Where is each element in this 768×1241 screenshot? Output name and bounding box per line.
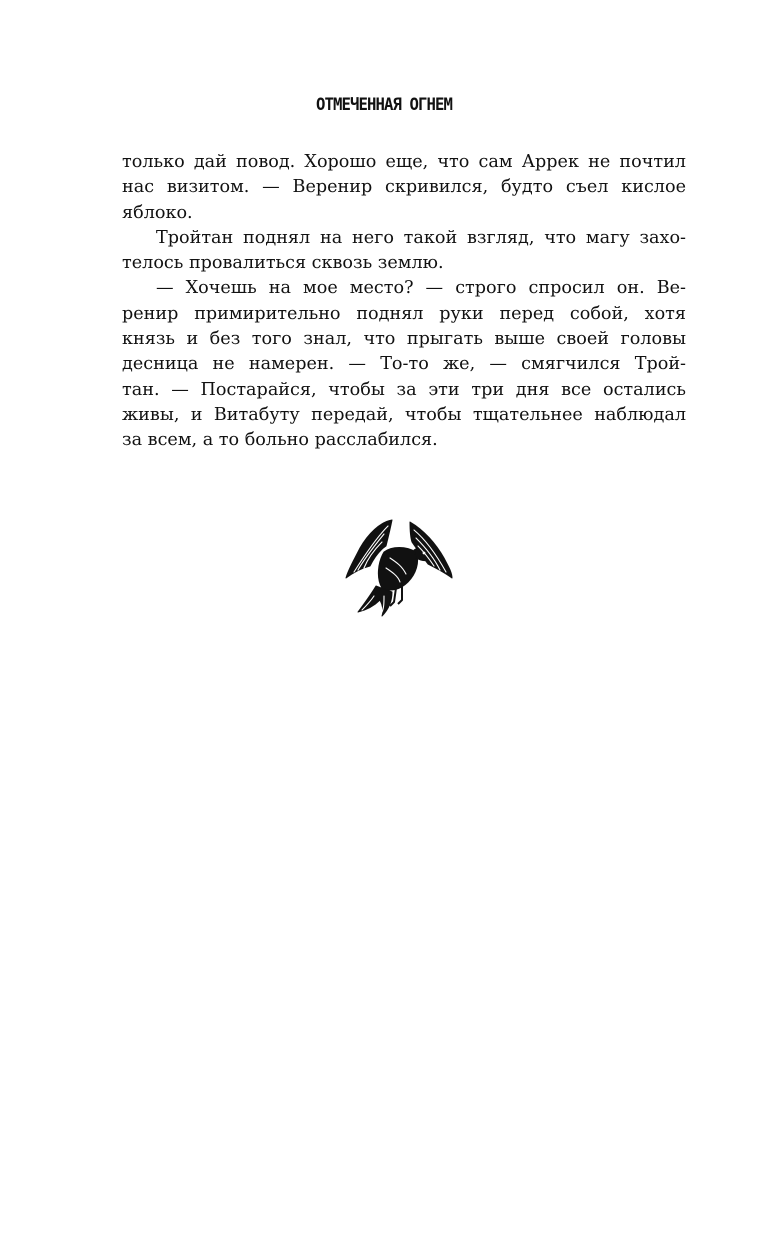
eagle-icon [340, 512, 456, 622]
running-head-title: ОТМЕЧЕННАЯ ОГНЕМ [316, 95, 452, 115]
text-line: — Хочешь на мое место? — строго спросил он. Ве- [156, 278, 686, 299]
body-text [122, 150, 686, 454]
text-line: ренир примирительно поднял руки перед собой, хотя [122, 303, 686, 324]
text-line: тан. — Постарайся, чтобы за эти три дня все остались [122, 379, 686, 400]
text-line: Тройтан поднял на него такой взгляд, что магу захо- [156, 227, 686, 248]
text-line: яблоко. [122, 202, 193, 223]
text-line: десница не намерен. — То-то же, — смягчился Трой- [122, 354, 686, 375]
text-line: только дай повод. Хорошо еще, что сам Аррек не почтил [122, 152, 686, 172]
text-line: телось провалиться сквозь землю. [122, 253, 444, 274]
text-line: за всем, а то больно расслабился. [122, 430, 438, 451]
text-line: князь и без того знал, что прыгать выше своей головы [122, 329, 686, 350]
text-line: нас визитом. — Веренир скривился, будто съел кислое [122, 177, 686, 198]
text-line: живы, и Витабуту передай, чтобы тщательнее наблюдал [122, 404, 686, 425]
